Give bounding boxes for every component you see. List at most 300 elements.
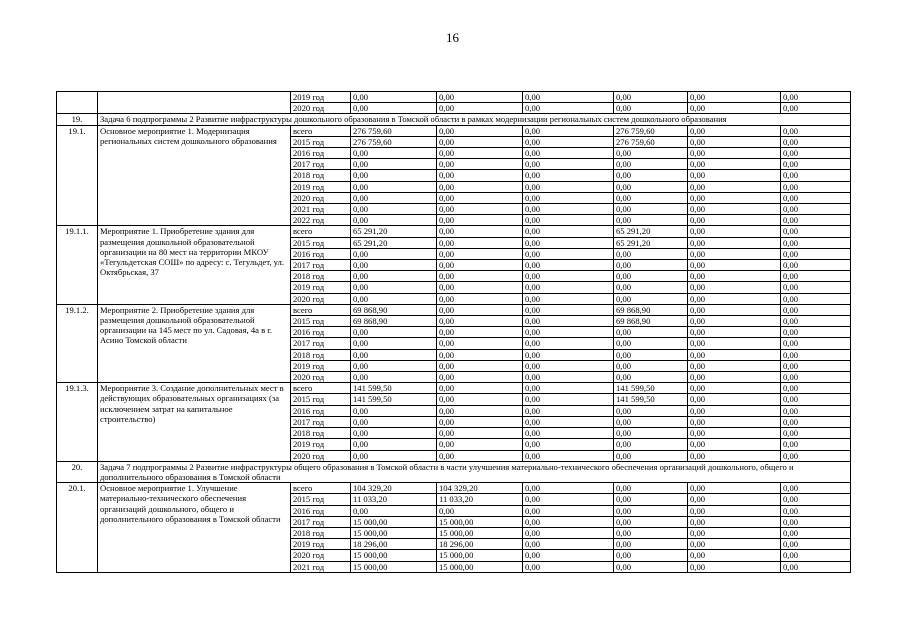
period-label: всего bbox=[291, 483, 351, 494]
amount-cell: 0,00 bbox=[688, 516, 781, 527]
amount-cell: 0,00 bbox=[688, 92, 781, 103]
period-label: 2017 год bbox=[291, 159, 351, 170]
amount-cell: 0,00 bbox=[781, 483, 851, 494]
amount-cell: 0,00 bbox=[688, 192, 781, 203]
amount-cell: 0,00 bbox=[781, 383, 851, 394]
amount-cell: 0,00 bbox=[614, 338, 688, 349]
amount-cell: 0,00 bbox=[351, 170, 437, 181]
amount-cell: 0,00 bbox=[351, 215, 437, 226]
period-label: 2019 год bbox=[291, 181, 351, 192]
amount-cell: 0,00 bbox=[523, 271, 614, 282]
amount-cell: 69 868,90 bbox=[614, 304, 688, 315]
amount-cell: 0,00 bbox=[688, 483, 781, 494]
item-description: Мероприятие 3. Создание дополнительных мест в действующих образовательных организациях (за исключением затрат на капитальное строительство) bbox=[98, 383, 291, 461]
amount-cell: 0,00 bbox=[523, 505, 614, 516]
amount-cell: 0,00 bbox=[781, 271, 851, 282]
period-label: 2016 год bbox=[291, 505, 351, 516]
amount-cell: 0,00 bbox=[688, 494, 781, 505]
amount-cell: 0,00 bbox=[614, 539, 688, 550]
amount-cell: 0,00 bbox=[523, 372, 614, 383]
period-label: 2017 год bbox=[291, 338, 351, 349]
amount-cell: 0,00 bbox=[781, 136, 851, 147]
period-label: 2019 год bbox=[291, 282, 351, 293]
period-label: 2016 год bbox=[291, 405, 351, 416]
amount-cell: 0,00 bbox=[688, 304, 781, 315]
period-label: 2017 год bbox=[291, 416, 351, 427]
period-label: 2020 год bbox=[291, 103, 351, 114]
period-row bbox=[57, 92, 851, 103]
amount-cell: 0,00 bbox=[523, 360, 614, 371]
amount-cell: 0,00 bbox=[614, 516, 688, 527]
amount-cell: 0,00 bbox=[781, 360, 851, 371]
amount-cell: 276 759,60 bbox=[614, 125, 688, 136]
period-row bbox=[57, 304, 851, 315]
amount-cell: 0,00 bbox=[688, 372, 781, 383]
amount-cell: 104 329,20 bbox=[437, 483, 523, 494]
page-number: 16 bbox=[446, 30, 459, 45]
amount-cell: 15 000,00 bbox=[351, 550, 437, 561]
amount-cell: 0,00 bbox=[688, 428, 781, 439]
amount-cell: 0,00 bbox=[523, 248, 614, 259]
item-number: 19.1.3. bbox=[57, 383, 98, 461]
amount-cell: 0,00 bbox=[437, 349, 523, 360]
amount-cell: 0,00 bbox=[688, 338, 781, 349]
amount-cell: 0,00 bbox=[351, 349, 437, 360]
item-description: Мероприятие 2. Приобретение здания для размещения дошкольной образовательной организации на 145 мест по ул. Садовая, 4а в г. Асино Томской области bbox=[98, 304, 291, 382]
amount-cell: 141 599,50 bbox=[614, 383, 688, 394]
amount-cell: 0,00 bbox=[688, 405, 781, 416]
amount-cell: 0,00 bbox=[688, 550, 781, 561]
amount-cell: 0,00 bbox=[614, 372, 688, 383]
amount-cell: 0,00 bbox=[781, 293, 851, 304]
amount-cell: 0,00 bbox=[523, 92, 614, 103]
period-label: 2021 год bbox=[291, 204, 351, 215]
amount-cell: 0,00 bbox=[614, 450, 688, 461]
amount-cell: 0,00 bbox=[688, 148, 781, 159]
period-label: 2016 год bbox=[291, 148, 351, 159]
amount-cell: 0,00 bbox=[781, 527, 851, 538]
item-description: Основное мероприятие 1. Улучшение материально-технического обеспечения организаций дошкольного, общего и дополнительного образования в Томской области bbox=[98, 483, 291, 573]
period-label: 2016 год bbox=[291, 327, 351, 338]
period-label: 2017 год bbox=[291, 260, 351, 271]
amount-cell: 0,00 bbox=[781, 349, 851, 360]
amount-cell: 0,00 bbox=[437, 338, 523, 349]
amount-cell: 0,00 bbox=[523, 181, 614, 192]
amount-cell: 0,00 bbox=[437, 394, 523, 405]
amount-cell: 0,00 bbox=[523, 304, 614, 315]
amount-cell: 0,00 bbox=[437, 416, 523, 427]
period-label: 2015 год bbox=[291, 237, 351, 248]
amount-cell: 104 329,20 bbox=[351, 483, 437, 494]
amount-cell: 0,00 bbox=[614, 248, 688, 259]
amount-cell: 0,00 bbox=[614, 416, 688, 427]
amount-cell: 11 033,20 bbox=[437, 494, 523, 505]
amount-cell: 0,00 bbox=[523, 550, 614, 561]
amount-cell: 0,00 bbox=[523, 483, 614, 494]
amount-cell: 0,00 bbox=[437, 103, 523, 114]
amount-cell: 0,00 bbox=[781, 494, 851, 505]
amount-cell: 0,00 bbox=[781, 439, 851, 450]
budget-table bbox=[56, 91, 851, 573]
amount-cell: 141 599,50 bbox=[351, 394, 437, 405]
amount-cell: 0,00 bbox=[781, 550, 851, 561]
amount-cell: 0,00 bbox=[614, 159, 688, 170]
item-number bbox=[57, 92, 98, 114]
amount-cell: 0,00 bbox=[351, 450, 437, 461]
amount-cell: 0,00 bbox=[614, 561, 688, 572]
amount-cell: 0,00 bbox=[523, 148, 614, 159]
amount-cell: 0,00 bbox=[688, 282, 781, 293]
amount-cell: 0,00 bbox=[781, 405, 851, 416]
amount-cell: 0,00 bbox=[523, 237, 614, 248]
amount-cell: 0,00 bbox=[688, 450, 781, 461]
amount-cell: 0,00 bbox=[523, 192, 614, 203]
amount-cell: 0,00 bbox=[614, 494, 688, 505]
amount-cell: 0,00 bbox=[688, 215, 781, 226]
amount-cell: 0,00 bbox=[351, 505, 437, 516]
amount-cell: 0,00 bbox=[614, 271, 688, 282]
amount-cell: 276 759,60 bbox=[351, 136, 437, 147]
amount-cell: 0,00 bbox=[523, 260, 614, 271]
amount-cell: 0,00 bbox=[523, 327, 614, 338]
amount-cell: 0,00 bbox=[523, 405, 614, 416]
period-label: 2017 год bbox=[291, 516, 351, 527]
amount-cell: 11 033,20 bbox=[351, 494, 437, 505]
amount-cell: 0,00 bbox=[614, 192, 688, 203]
amount-cell: 0,00 bbox=[523, 394, 614, 405]
amount-cell: 0,00 bbox=[523, 204, 614, 215]
period-label: 2020 год bbox=[291, 293, 351, 304]
amount-cell: 0,00 bbox=[688, 136, 781, 147]
task-row bbox=[57, 461, 851, 482]
amount-cell: 0,00 bbox=[688, 170, 781, 181]
amount-cell: 0,00 bbox=[437, 170, 523, 181]
amount-cell: 0,00 bbox=[437, 92, 523, 103]
amount-cell: 0,00 bbox=[523, 383, 614, 394]
period-label: 2016 год bbox=[291, 248, 351, 259]
amount-cell: 0,00 bbox=[781, 372, 851, 383]
amount-cell: 0,00 bbox=[523, 516, 614, 527]
amount-cell: 0,00 bbox=[523, 282, 614, 293]
amount-cell: 0,00 bbox=[437, 383, 523, 394]
period-label: 2020 год bbox=[291, 550, 351, 561]
amount-cell: 0,00 bbox=[688, 539, 781, 550]
amount-cell: 0,00 bbox=[437, 282, 523, 293]
amount-cell: 69 868,90 bbox=[351, 304, 437, 315]
amount-cell: 0,00 bbox=[688, 349, 781, 360]
amount-cell: 0,00 bbox=[523, 170, 614, 181]
period-row bbox=[57, 125, 851, 136]
amount-cell: 0,00 bbox=[351, 103, 437, 114]
amount-cell: 0,00 bbox=[523, 527, 614, 538]
amount-cell: 0,00 bbox=[614, 527, 688, 538]
task-text: Задача 6 подпрограммы 2 Развитие инфраструктуры дошкольного образования в Томской области в рамках модернизации региональных систем дошкольного образования bbox=[98, 114, 851, 125]
amount-cell: 0,00 bbox=[351, 405, 437, 416]
period-label: 2015 год bbox=[291, 494, 351, 505]
amount-cell: 0,00 bbox=[614, 428, 688, 439]
amount-cell: 0,00 bbox=[523, 416, 614, 427]
amount-cell: 0,00 bbox=[781, 170, 851, 181]
amount-cell: 0,00 bbox=[437, 148, 523, 159]
amount-cell: 0,00 bbox=[614, 170, 688, 181]
amount-cell: 0,00 bbox=[437, 260, 523, 271]
amount-cell: 0,00 bbox=[351, 360, 437, 371]
amount-cell: 0,00 bbox=[781, 416, 851, 427]
amount-cell: 0,00 bbox=[781, 192, 851, 203]
item-number: 20.1. bbox=[57, 483, 98, 573]
item-description: Основное мероприятие 1. Модернизация региональных систем дошкольного образования bbox=[98, 125, 291, 226]
amount-cell: 0,00 bbox=[437, 428, 523, 439]
amount-cell: 0,00 bbox=[781, 103, 851, 114]
amount-cell: 0,00 bbox=[437, 327, 523, 338]
task-row bbox=[57, 114, 851, 125]
amount-cell: 0,00 bbox=[688, 248, 781, 259]
amount-cell: 0,00 bbox=[351, 159, 437, 170]
amount-cell: 141 599,50 bbox=[614, 394, 688, 405]
amount-cell: 15 000,00 bbox=[437, 516, 523, 527]
amount-cell: 0,00 bbox=[351, 428, 437, 439]
amount-cell: 0,00 bbox=[688, 204, 781, 215]
period-label: 2018 год bbox=[291, 271, 351, 282]
amount-cell: 0,00 bbox=[437, 204, 523, 215]
amount-cell: 0,00 bbox=[437, 372, 523, 383]
amount-cell: 0,00 bbox=[523, 316, 614, 327]
period-row bbox=[57, 383, 851, 394]
period-label: всего bbox=[291, 304, 351, 315]
amount-cell: 0,00 bbox=[688, 103, 781, 114]
amount-cell: 0,00 bbox=[614, 405, 688, 416]
period-label: всего bbox=[291, 226, 351, 237]
amount-cell: 0,00 bbox=[523, 103, 614, 114]
period-label: 2018 год bbox=[291, 170, 351, 181]
amount-cell: 0,00 bbox=[688, 360, 781, 371]
item-number: 19.1. bbox=[57, 125, 98, 226]
amount-cell: 0,00 bbox=[437, 304, 523, 315]
amount-cell: 65 291,20 bbox=[351, 226, 437, 237]
amount-cell: 0,00 bbox=[351, 248, 437, 259]
amount-cell: 65 291,20 bbox=[614, 237, 688, 248]
amount-cell: 0,00 bbox=[614, 215, 688, 226]
amount-cell: 0,00 bbox=[523, 349, 614, 360]
amount-cell: 0,00 bbox=[437, 136, 523, 147]
amount-cell: 0,00 bbox=[614, 293, 688, 304]
period-label: 2020 год bbox=[291, 192, 351, 203]
amount-cell: 0,00 bbox=[688, 394, 781, 405]
amount-cell: 0,00 bbox=[781, 539, 851, 550]
amount-cell: 0,00 bbox=[351, 327, 437, 338]
amount-cell: 0,00 bbox=[614, 148, 688, 159]
task-number: 20. bbox=[57, 461, 98, 482]
amount-cell: 0,00 bbox=[688, 237, 781, 248]
period-label: 2019 год bbox=[291, 360, 351, 371]
item-description bbox=[98, 92, 291, 114]
period-label: 2019 год bbox=[291, 539, 351, 550]
amount-cell: 0,00 bbox=[614, 204, 688, 215]
amount-cell: 0,00 bbox=[614, 505, 688, 516]
amount-cell: 15 000,00 bbox=[351, 527, 437, 538]
amount-cell: 0,00 bbox=[781, 125, 851, 136]
amount-cell: 0,00 bbox=[437, 450, 523, 461]
amount-cell: 15 000,00 bbox=[351, 516, 437, 527]
amount-cell: 0,00 bbox=[614, 260, 688, 271]
amount-cell: 0,00 bbox=[351, 282, 437, 293]
period-label: 2015 год bbox=[291, 394, 351, 405]
amount-cell: 0,00 bbox=[781, 260, 851, 271]
amount-cell: 0,00 bbox=[437, 159, 523, 170]
amount-cell: 15 000,00 bbox=[437, 550, 523, 561]
period-label: всего bbox=[291, 383, 351, 394]
amount-cell: 0,00 bbox=[437, 271, 523, 282]
amount-cell: 0,00 bbox=[781, 505, 851, 516]
amount-cell: 0,00 bbox=[614, 349, 688, 360]
amount-cell: 0,00 bbox=[688, 327, 781, 338]
period-label: 2019 год bbox=[291, 439, 351, 450]
amount-cell: 0,00 bbox=[523, 125, 614, 136]
period-label: 2021 год bbox=[291, 561, 351, 572]
amount-cell: 0,00 bbox=[523, 450, 614, 461]
amount-cell: 0,00 bbox=[437, 316, 523, 327]
amount-cell: 0,00 bbox=[688, 226, 781, 237]
amount-cell: 0,00 bbox=[523, 539, 614, 550]
amount-cell: 65 291,20 bbox=[351, 237, 437, 248]
amount-cell: 15 000,00 bbox=[437, 561, 523, 572]
amount-cell: 0,00 bbox=[523, 561, 614, 572]
amount-cell: 0,00 bbox=[781, 304, 851, 315]
amount-cell: 0,00 bbox=[781, 237, 851, 248]
period-label: 2015 год bbox=[291, 136, 351, 147]
amount-cell: 0,00 bbox=[614, 92, 688, 103]
amount-cell: 0,00 bbox=[523, 215, 614, 226]
period-label: 2019 год bbox=[291, 92, 351, 103]
period-label: 2022 год bbox=[291, 215, 351, 226]
amount-cell: 0,00 bbox=[781, 215, 851, 226]
amount-cell: 0,00 bbox=[688, 439, 781, 450]
amount-cell: 0,00 bbox=[614, 550, 688, 561]
amount-cell: 69 868,90 bbox=[614, 316, 688, 327]
amount-cell: 0,00 bbox=[437, 237, 523, 248]
amount-cell: 0,00 bbox=[688, 416, 781, 427]
amount-cell: 0,00 bbox=[688, 527, 781, 538]
amount-cell: 0,00 bbox=[437, 405, 523, 416]
amount-cell: 0,00 bbox=[523, 428, 614, 439]
amount-cell: 15 000,00 bbox=[351, 561, 437, 572]
amount-cell: 0,00 bbox=[523, 136, 614, 147]
amount-cell: 0,00 bbox=[688, 383, 781, 394]
amount-cell: 0,00 bbox=[781, 181, 851, 192]
amount-cell: 0,00 bbox=[688, 271, 781, 282]
period-label: 2020 год bbox=[291, 450, 351, 461]
amount-cell: 0,00 bbox=[781, 92, 851, 103]
amount-cell: 0,00 bbox=[614, 103, 688, 114]
amount-cell: 0,00 bbox=[351, 271, 437, 282]
amount-cell: 0,00 bbox=[781, 516, 851, 527]
amount-cell: 0,00 bbox=[437, 125, 523, 136]
amount-cell: 0,00 bbox=[688, 561, 781, 572]
amount-cell: 0,00 bbox=[523, 293, 614, 304]
amount-cell: 0,00 bbox=[781, 226, 851, 237]
amount-cell: 0,00 bbox=[781, 428, 851, 439]
amount-cell: 0,00 bbox=[437, 360, 523, 371]
period-label: 2018 год bbox=[291, 527, 351, 538]
amount-cell: 0,00 bbox=[437, 181, 523, 192]
amount-cell: 0,00 bbox=[781, 248, 851, 259]
item-description: Мероприятие 1. Приобретение здания для размещения дошкольной образовательной организации на 80 мест на территории МКОУ «Тегульдетская СОШ» по адресу: с. Тегульдет, ул. Октябрьская, 37 bbox=[98, 226, 291, 304]
amount-cell: 276 759,60 bbox=[351, 125, 437, 136]
amount-cell: 18 296,00 bbox=[437, 539, 523, 550]
amount-cell: 0,00 bbox=[351, 260, 437, 271]
amount-cell: 0,00 bbox=[351, 148, 437, 159]
amount-cell: 0,00 bbox=[781, 316, 851, 327]
amount-cell: 0,00 bbox=[351, 92, 437, 103]
amount-cell: 65 291,20 bbox=[614, 226, 688, 237]
amount-cell: 0,00 bbox=[523, 159, 614, 170]
amount-cell: 0,00 bbox=[688, 293, 781, 304]
amount-cell: 0,00 bbox=[351, 416, 437, 427]
amount-cell: 0,00 bbox=[781, 159, 851, 170]
amount-cell: 0,00 bbox=[351, 293, 437, 304]
amount-cell: 141 599,50 bbox=[351, 383, 437, 394]
amount-cell: 0,00 bbox=[688, 260, 781, 271]
amount-cell: 0,00 bbox=[437, 215, 523, 226]
period-row bbox=[57, 483, 851, 494]
amount-cell: 0,00 bbox=[437, 293, 523, 304]
period-label: 2015 год bbox=[291, 316, 351, 327]
task-number: 19. bbox=[57, 114, 98, 125]
amount-cell: 0,00 bbox=[614, 439, 688, 450]
amount-cell: 0,00 bbox=[437, 192, 523, 203]
amount-cell: 0,00 bbox=[523, 494, 614, 505]
amount-cell: 0,00 bbox=[523, 226, 614, 237]
task-text: Задача 7 подпрограммы 2 Развитие инфраструктуры общего образования в Томской области в части улучшения материально-технического обеспечения организаций дошкольного, общего и дополнительного образования в Томской области bbox=[98, 461, 851, 482]
amount-cell: 0,00 bbox=[781, 148, 851, 159]
amount-cell: 15 000,00 bbox=[437, 527, 523, 538]
amount-cell: 0,00 bbox=[437, 439, 523, 450]
period-label: всего bbox=[291, 125, 351, 136]
item-number: 19.1.1. bbox=[57, 226, 98, 304]
amount-cell: 0,00 bbox=[523, 439, 614, 450]
amount-cell: 0,00 bbox=[614, 181, 688, 192]
amount-cell: 0,00 bbox=[781, 282, 851, 293]
period-label: 2018 год bbox=[291, 349, 351, 360]
amount-cell: 0,00 bbox=[781, 561, 851, 572]
amount-cell: 0,00 bbox=[781, 394, 851, 405]
amount-cell: 0,00 bbox=[437, 248, 523, 259]
amount-cell: 0,00 bbox=[781, 327, 851, 338]
item-number: 19.1.2. bbox=[57, 304, 98, 382]
amount-cell: 0,00 bbox=[614, 282, 688, 293]
amount-cell: 0,00 bbox=[688, 159, 781, 170]
amount-cell: 0,00 bbox=[688, 125, 781, 136]
amount-cell: 18 296,00 bbox=[351, 539, 437, 550]
amount-cell: 0,00 bbox=[781, 450, 851, 461]
amount-cell: 0,00 bbox=[614, 360, 688, 371]
amount-cell: 0,00 bbox=[437, 226, 523, 237]
amount-cell: 0,00 bbox=[781, 204, 851, 215]
amount-cell: 0,00 bbox=[351, 372, 437, 383]
amount-cell: 69 868,90 bbox=[351, 316, 437, 327]
amount-cell: 0,00 bbox=[351, 181, 437, 192]
amount-cell: 0,00 bbox=[688, 316, 781, 327]
amount-cell: 0,00 bbox=[614, 327, 688, 338]
amount-cell: 0,00 bbox=[688, 505, 781, 516]
amount-cell: 0,00 bbox=[351, 192, 437, 203]
amount-cell: 0,00 bbox=[351, 204, 437, 215]
amount-cell: 0,00 bbox=[781, 338, 851, 349]
amount-cell: 0,00 bbox=[523, 338, 614, 349]
period-label: 2018 год bbox=[291, 428, 351, 439]
period-label: 2020 год bbox=[291, 372, 351, 383]
amount-cell: 276 759,60 bbox=[614, 136, 688, 147]
